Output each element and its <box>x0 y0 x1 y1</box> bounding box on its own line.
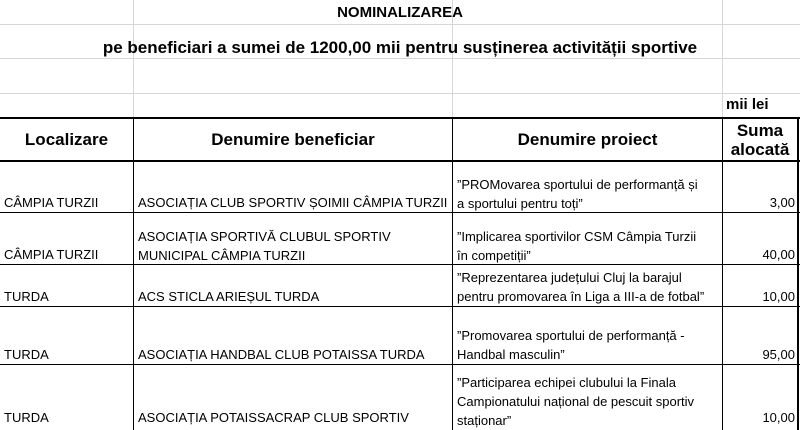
unit-label: mii lei <box>726 96 769 113</box>
table-row-2-beneficiar <box>138 227 450 265</box>
table-row-2-suma <box>723 213 795 264</box>
table-row-3-suma <box>723 265 795 306</box>
cell-text: ACS STICLA ARIEȘUL TURDA <box>138 289 320 304</box>
cell-text: TURDA <box>4 347 49 362</box>
grid-line <box>0 58 800 59</box>
table-row-3-proiect <box>457 268 721 306</box>
table-row-1-localizare <box>4 162 132 212</box>
header-proiect: Denumire proiect <box>517 130 658 149</box>
table-row-5-beneficiar <box>138 365 450 427</box>
cell-text: ”Participarea echipei clubului la Finala <box>457 375 676 390</box>
cell-text: staționar” <box>457 413 512 428</box>
cell-text: Campionatului național de pescuit sportiv <box>457 394 695 409</box>
table-row-1-proiect <box>457 175 721 213</box>
table-row-4-proiect <box>457 326 721 364</box>
cell-text: în competiții” <box>457 248 531 263</box>
table-row-4-localizare <box>4 307 132 364</box>
cell-text: TURDA <box>4 289 49 304</box>
table-row-2-localizare <box>4 213 132 264</box>
document-subtitle: pe beneficiari a sumei de 1200,00 mii pentru susținerea activității sportive <box>102 38 698 57</box>
cell-text: Handbal masculin” <box>457 347 565 362</box>
header-localizare: Localizare <box>24 130 109 149</box>
cell-text: CÂMPIA TURZII <box>4 195 99 210</box>
table-border <box>797 117 799 430</box>
table-row-2-proiect <box>457 227 721 265</box>
header-suma-line2: alocată <box>730 139 790 159</box>
document-title: NOMINALIZAREA <box>337 4 463 21</box>
table-row-4-suma <box>723 307 795 364</box>
header-suma <box>723 119 797 160</box>
table-border <box>452 117 453 430</box>
cell-text: ”Implicarea sportivilor CSM Câmpia Turzii <box>457 229 697 244</box>
cell-text: ASOCIAȚIA POTAISSACRAP CLUB SPORTIV <box>138 410 409 425</box>
table-row-3-localizare <box>4 265 132 306</box>
table-row-5-localizare <box>4 365 132 427</box>
header-suma-line1: Suma <box>736 120 784 140</box>
grid-line <box>0 93 800 94</box>
cell-text: a sportului pentru toți” <box>457 196 583 211</box>
table-row-4-beneficiar <box>138 307 450 364</box>
cell-text: 10,00 <box>762 289 795 304</box>
cell-text: ”Reprezentarea județului Cluj la barajul <box>457 270 682 285</box>
cell-text: CÂMPIA TURZII <box>4 247 99 262</box>
cell-text: 3,00 <box>769 195 795 210</box>
cell-text: ”PROMovarea sportului de performanță și <box>457 177 698 192</box>
cell-text: 40,00 <box>762 247 795 262</box>
table-border <box>133 117 134 430</box>
header-beneficiar: Denumire beneficiar <box>211 130 375 149</box>
table-row-5-proiect <box>457 373 721 430</box>
cell-text: ASOCIAȚIA SPORTIVĂ CLUBUL SPORTIV <box>138 229 391 244</box>
cell-text: ASOCIAȚIA CLUB SPORTIV ȘOIMII CÂMPIA TURZII <box>138 195 448 210</box>
table-row-3-beneficiar <box>138 265 450 306</box>
grid-line <box>0 24 800 25</box>
cell-text: 95,00 <box>762 347 795 362</box>
table-row-5-suma <box>723 365 795 427</box>
cell-text: pentru promovarea în Liga a III-a de fotbal” <box>457 289 705 304</box>
cell-text: ”Promovarea sportului de performanță - <box>457 328 685 343</box>
cell-text: MUNICIPAL CÂMPIA TURZII <box>138 248 306 263</box>
cell-text: 10,00 <box>762 410 795 425</box>
cell-text: TURDA <box>4 410 49 425</box>
table-row-1-beneficiar <box>138 162 450 212</box>
table-row-1-suma <box>723 162 795 212</box>
cell-text: ASOCIAȚIA HANDBAL CLUB POTAISSA TURDA <box>138 347 425 362</box>
